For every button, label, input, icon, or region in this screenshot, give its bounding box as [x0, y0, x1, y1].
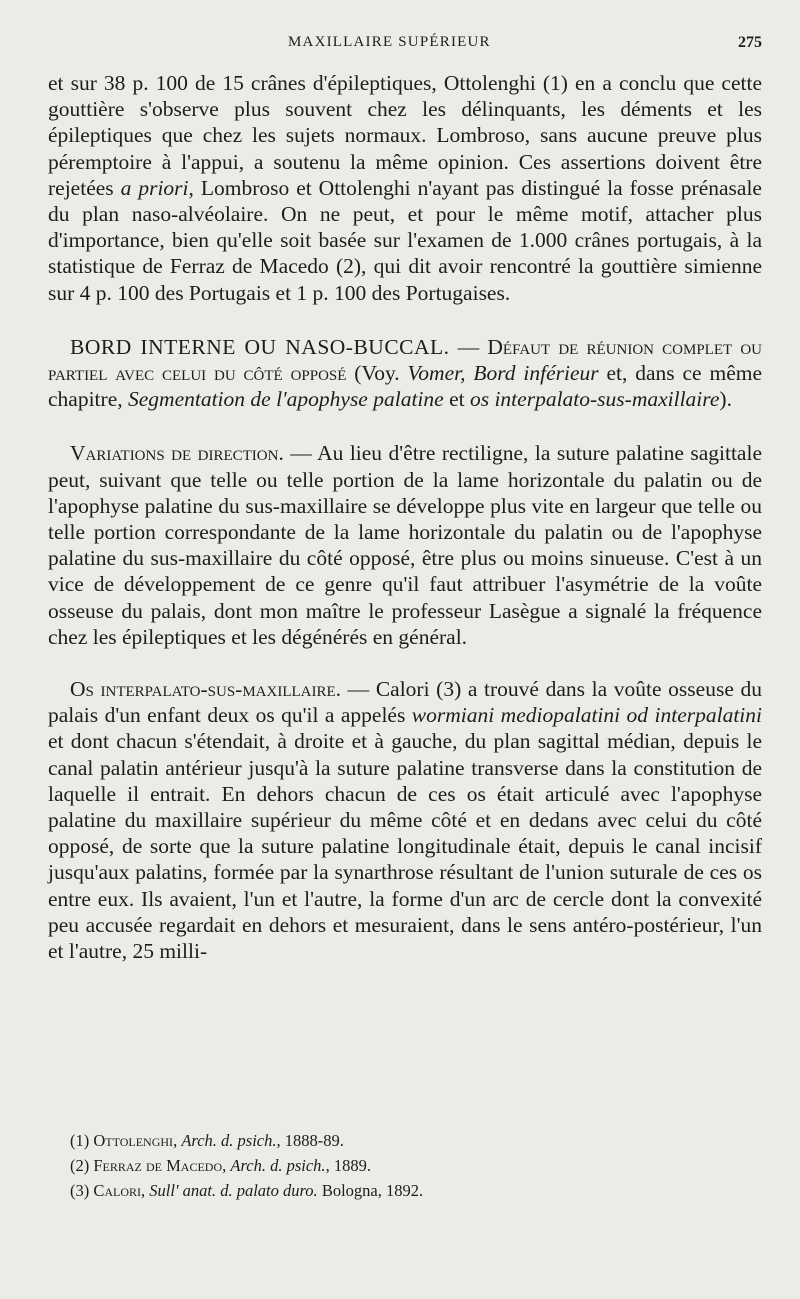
footnote-source: Arch. d. psich. — [230, 1156, 326, 1175]
footnote-source: Arch. d. psich. — [181, 1131, 277, 1150]
page-header — [48, 34, 762, 56]
section-os-interpalato — [48, 676, 762, 964]
footnote-author: Calori — [93, 1181, 142, 1200]
page-number: 275 — [738, 34, 762, 51]
footnote-author: Ferraz de Macedo — [93, 1156, 223, 1175]
section-heading: Os interpalato-sus-maxillaire. — [70, 677, 342, 702]
footnote-separator: , — [173, 1131, 182, 1150]
italic-reference: Segmentation de l'apophyse palatine — [128, 387, 444, 412]
paragraph-continuation — [48, 70, 762, 306]
italic-reference: os interpalato-sus-maxillaire — [469, 387, 720, 412]
text-run: , Lombroso et Ottolenghi n'ayant pas distingué la fosse prénasale du plan naso-alvéolaire. On ne peut, et pour le même motif, attacher plus d'importance, bien qu'elle soit basée sur l'examen de 1.000 crânes portugais, à la statistique de Ferraz de Macedo (2), qui dit avoir rencontré la gouttière simienne sur 4 p. 100 des Portugais et 1 p. 100 des Portugaises. — [48, 175, 762, 305]
text-run: Calori (3) a trouvé dans la voûte osseuse du palais d'un enfant deux os qu'il a appelés — [48, 677, 763, 728]
body-text — [48, 70, 762, 964]
footnote-rest: Bologna, 1892. — [317, 1181, 424, 1200]
text-run: ). — [719, 387, 732, 412]
footnote-author: Ottolenghi — [93, 1131, 174, 1150]
footnote-rest: , 1888-89. — [276, 1131, 344, 1150]
italic-term: wormiani mediopalatini od interpalatini — [411, 703, 762, 728]
section-heading: Variations de direction. — [70, 441, 284, 466]
text-run: et dont chacun s'étendait, à droite et à gauche, du plan sagittal médian, depuis le canal palatin antérieur jusqu'à la suture palatine transverse dans la constitution de laquelle il entrait. En dehors chacun de ces os était articulé avec l'apophyse palatine du maxillaire supérieur du même côté et en dedans avec celui du côté opposé, de sorte que la suture palatine longitudinale était, depuis le canal incisif jusqu'aux palatins, formée par la synarthrose résultant de l'union suturale de ces os entre eux. Ils avaient, l'un et l'autre, la forme d'un arc de cercle dont la convexité peu accusée regardait en dehors et mesuraient, dans le sens antéro-postérieur, l'un et l'autre, 25 milli- — [48, 729, 762, 964]
footnote-source: Sull' anat. d. palato duro. — [149, 1181, 318, 1200]
footnote-separator: , — [222, 1156, 231, 1175]
text-run: et, dans ce même chapitre, — [48, 361, 762, 412]
dash: — — [341, 677, 376, 702]
italic-phrase: a priori — [120, 175, 189, 200]
footnote — [70, 1128, 750, 1153]
section-bord-interne — [48, 334, 762, 413]
text-run: Au lieu d'être rectiligne, la suture palatine sagittale peut, suivant que telle ou telle portion de la lame horizontale du palatin ou de l'apophyse palatine du sus-maxillaire se développe plus vite en largeur que telle ou telle portion correspondante de la lame horizontale du palatin ou de l'apophyse palatine du sus-maxillaire du côté opposé, être plus ou moins sinueuse. C'est à un vice de développement de ce genre qu'il faut attribuer l'asymétrie de la voûte osseuse du palais, dont mon maître le professeur Lasègue a signalé la fréquence chez les épileptiques et les dégénérés en général. — [48, 441, 762, 649]
text-run: et — [443, 387, 470, 412]
dash: — — [283, 441, 318, 466]
subsection-heading: Défaut de réunion complet ou partiel avec celui du côté opposé — [48, 334, 763, 386]
footnote — [70, 1153, 750, 1178]
text-run: (Voy. — [346, 361, 408, 386]
italic-reference: Vomer, Bord inférieur — [407, 361, 599, 386]
footnotes — [70, 1128, 750, 1203]
running-head: MAXILLAIRE SUPÉRIEUR — [288, 34, 491, 50]
section-variations — [48, 440, 762, 650]
footnote-number: (2) — [70, 1156, 94, 1175]
footnote — [70, 1178, 750, 1203]
text-run: et sur 38 p. 100 de 15 crânes d'épileptiques, Ottolenghi (1) en a conclu que cette gouttière s'observe plus souvent chez les délinquants, les déments et les épileptiques que chez les sujets normaux. Lombroso, sans aucune preuve plus péremptoire à l'appui, a soutenu la même opinion. Ces assertions doivent être rejetées — [48, 71, 762, 200]
footnote-number: (1) — [70, 1131, 94, 1150]
footnote-rest: , 1889. — [325, 1156, 371, 1175]
dash: — — [449, 334, 488, 359]
section-heading: BORD INTERNE OU NASO-BUCCAL. — [70, 334, 450, 359]
footnote-number: (3) — [70, 1181, 94, 1200]
footnote-separator: , — [141, 1181, 150, 1200]
